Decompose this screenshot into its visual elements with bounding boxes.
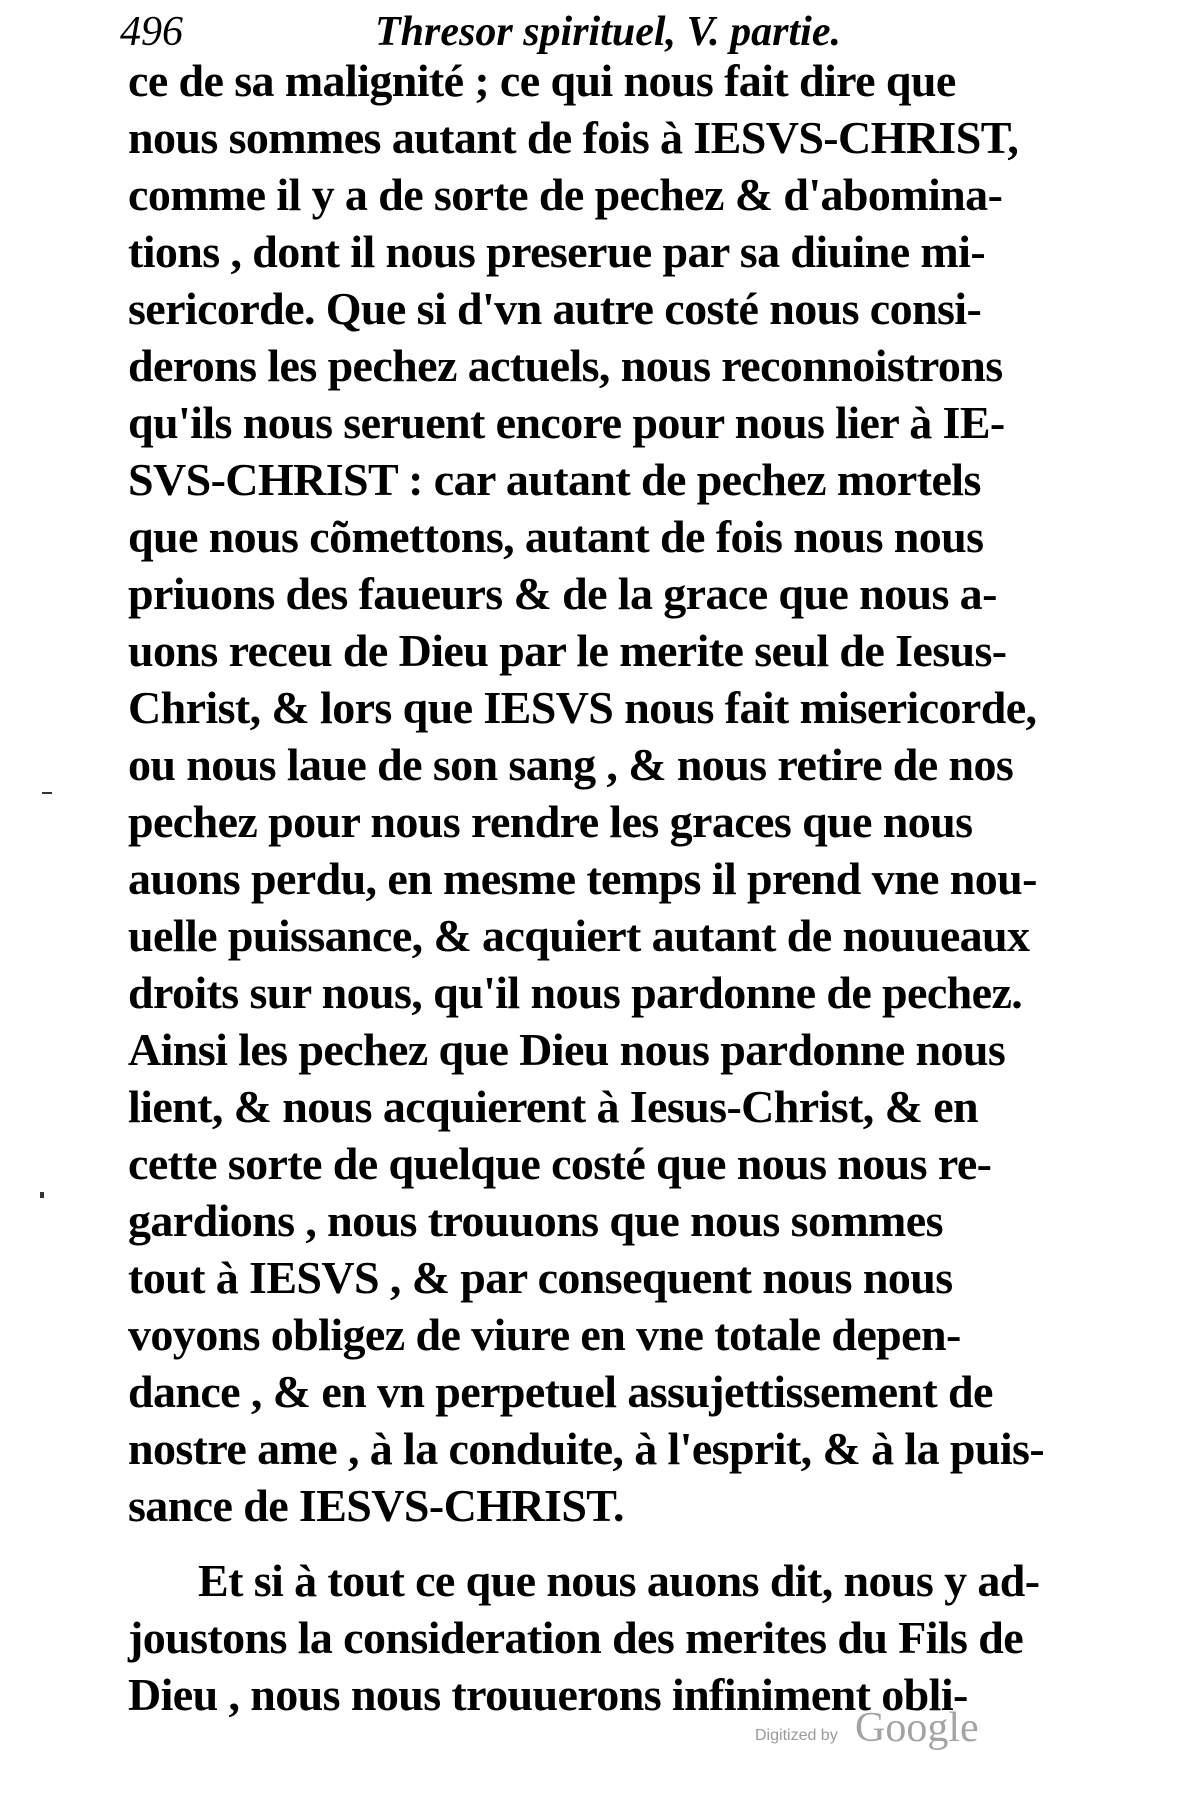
text-line: priuons des faueurs & de la grace que nous a- [128,568,997,619]
text-line: que nous cõmettons, autant de fois nous nous [128,511,984,562]
text-line: uelle puissance, & acquiert autant de nouueaux [128,910,1030,961]
paragraph-start-line: Et si à tout ce que nous auons dit, nous y ad- [198,1555,1040,1606]
text-line: pechez pour nous rendre les graces que nous [128,796,973,847]
text-line: lient, & nous acquierent à Iesus-Christ, & en [128,1081,979,1132]
body-text [128,52,1098,1723]
text-line: ce de sa malignité ; ce qui nous fait dire que [128,55,956,106]
text-line: SVS-CHRIST : car autant de pechez mortels [128,454,981,505]
text-line: Dieu , nous nous trouuerons infiniment obli- [128,1669,968,1720]
text-line: tions , dont il nous preserue par sa diuine mi- [128,226,986,277]
text-line: nous sommes autant de fois à IESVS-CHRIST, [128,112,1019,163]
margin-mark [42,792,52,794]
text-line: ou nous laue de son sang , & nous retire de nos [128,739,1014,790]
running-title: Thresor spirituel, V. partie. [375,9,841,55]
text-line: sericorde. Que si d'vn autre costé nous consi- [128,283,982,334]
digitized-by-label: Digitized by [755,1727,838,1744]
margin-mark [40,1192,44,1198]
text-line: Christ, & lors que IESVS nous fait misericorde, [128,682,1037,733]
google-logo: Google [855,1705,979,1751]
text-line: tout à IESVS , & par consequent nous nous [128,1252,953,1303]
text-line: uons receu de Dieu par le merite seul de Iesus- [128,625,1007,676]
text-line: gardions , nous trouuons que nous sommes [128,1195,943,1246]
text-line: joustons la consideration des merites du Fils de [128,1612,1024,1663]
text-line: derons les pechez actuels, nous reconnoistrons [128,340,1003,391]
text-line: voyons obligez de viure en vne totale depen- [128,1309,961,1360]
text-line: droits sur nous, qu'il nous pardonne de pechez. [128,967,1023,1018]
text-line: auons perdu, en mesme temps il prend vne nou- [128,853,1037,904]
text-line: cette sorte de quelque costé que nous nous re- [128,1138,992,1189]
digitized-watermark [755,1700,1055,1760]
text-line: dance , & en vn perpetuel assujettissement de [128,1366,993,1417]
text-line: Ainsi les pechez que Dieu nous pardonne nous [128,1024,1006,1075]
text-line: qu'ils nous seruent encore pour nous lier à IE- [128,397,1005,448]
paragraph-gap [128,1534,1098,1552]
page-number: 496 [120,9,183,55]
text-line: nostre ame , à la conduite, à l'esprit, & à la puis- [128,1423,1045,1474]
text-line: comme il y a de sorte de pechez & d'abomina- [128,169,1003,220]
text-line: sance de IESVS-CHRIST. [128,1480,624,1531]
